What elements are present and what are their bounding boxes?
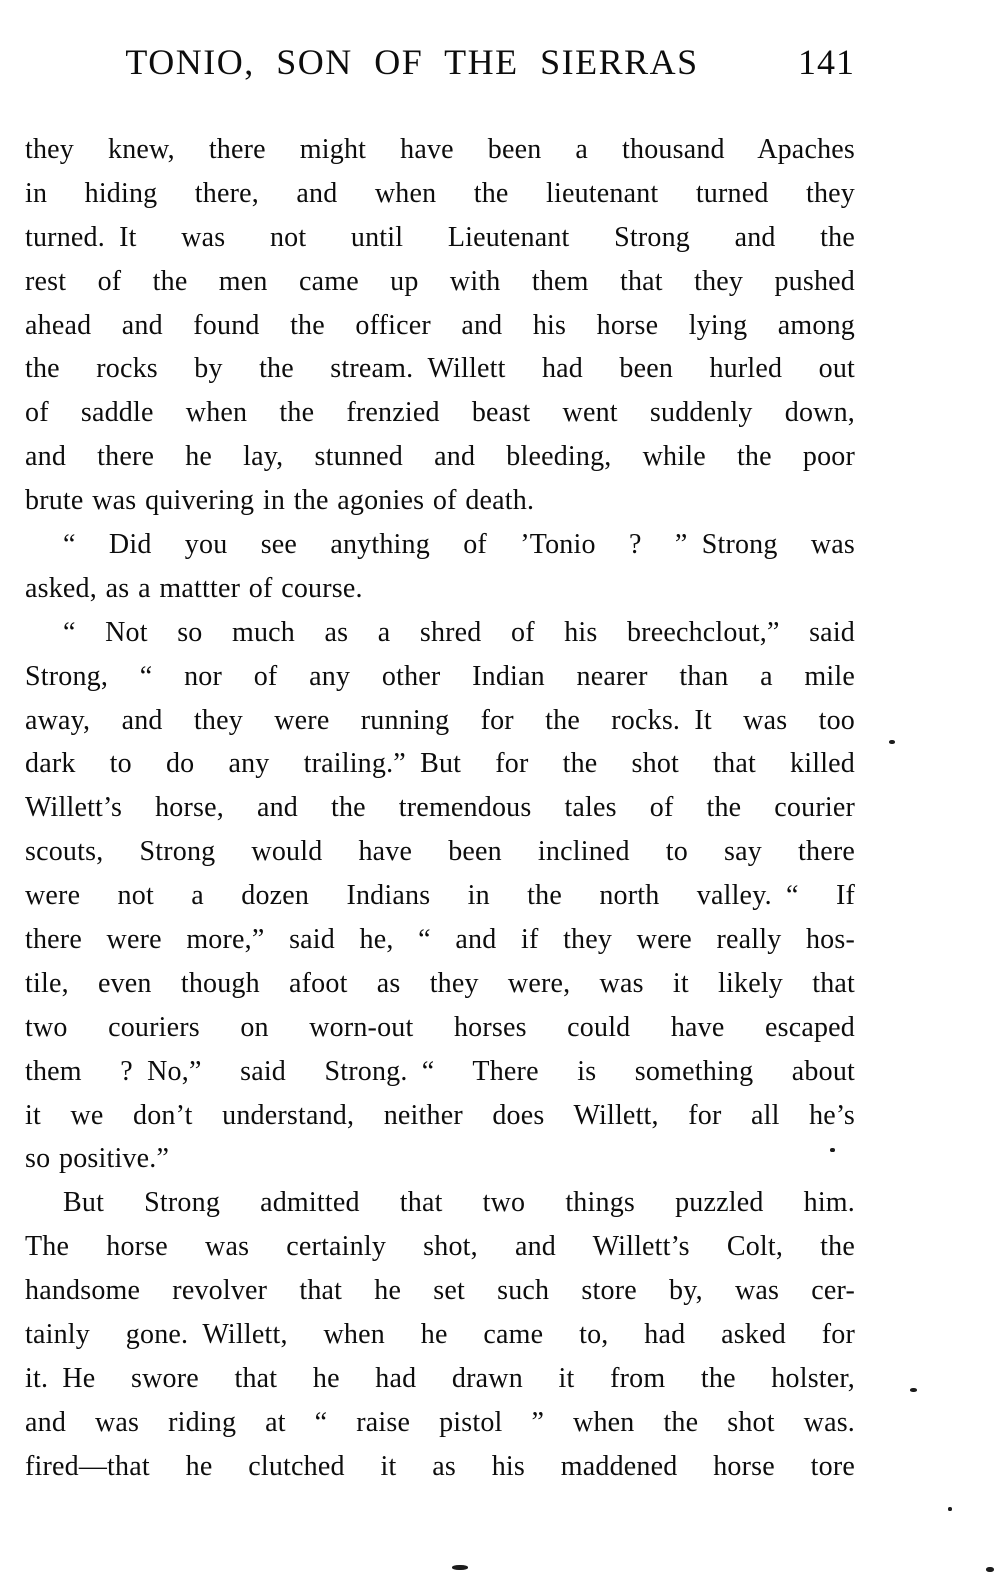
page-number: 141 (798, 42, 855, 82)
paragraph (25, 1181, 855, 1488)
text-line: tile, even though afoot as they were, was it likely that (25, 967, 855, 999)
text-line: brute was quivering in the agonies of death. (25, 485, 535, 517)
text-line: it we don’t understand, neither does Willett, for all he’s (25, 1099, 855, 1131)
page-body (25, 128, 855, 1489)
scan-artifact (889, 740, 895, 744)
text-line: ahead and found the officer and his horse lying among (25, 309, 855, 341)
text-line: The horse was certainly shot, and Willett’s Colt, the (25, 1231, 855, 1263)
text-line: fired—that he clutched it as his maddened horse tore (25, 1450, 855, 1482)
text-line: dark to do any trailing.” But for the shot that killed (25, 748, 855, 780)
scan-artifact (452, 1565, 468, 1570)
paragraph (25, 128, 855, 523)
text-line: they knew, there might have been a thousand Apaches (25, 134, 855, 165)
text-line: Strong, “ nor of any other Indian nearer than a mile (25, 660, 855, 692)
text-line: there were more,” said he, “ and if they were really hos- (25, 924, 855, 956)
text-line: two couriers on worn-out horses could have escaped (25, 1011, 855, 1043)
text-line: scouts, Strong would have been inclined to say there (25, 836, 855, 868)
scan-artifact (910, 1388, 917, 1392)
text-line: it. He swore that he had drawn it from the holster, (25, 1362, 855, 1394)
paragraph (25, 611, 855, 1182)
text-line: them ? No,” said Strong. “ There is something about (25, 1055, 855, 1087)
text-line: of saddle when the frenzied beast went suddenly down, (25, 397, 855, 429)
text-line: “ Did you see anything of ’Tonio ? ” Strong was (63, 529, 855, 561)
scan-artifact (948, 1507, 952, 1511)
text-line: rest of the men came up with them that they pushed (25, 265, 855, 297)
running-head-title: TONIO, SON OF THE SIERRAS (125, 42, 699, 82)
scan-artifact (986, 1567, 994, 1572)
text-line: the rocks by the stream. Willett had been hurled out (25, 353, 855, 385)
page-content (25, 40, 855, 1489)
text-line: Willett’s horse, and the tremendous tales of the courier (25, 792, 855, 824)
text-line: away, and they were running for the rocks. It was too (25, 704, 855, 736)
text-line: But Strong admitted that two things puzzled him. (63, 1187, 855, 1219)
text-line: in hiding there, and when the lieutenant turned they (25, 177, 855, 209)
paragraph (25, 523, 855, 611)
text-line: “ Not so much as a shred of his breechclout,” said (63, 616, 855, 648)
text-line: and there he lay, stunned and bleeding, while the poor (25, 441, 855, 473)
text-line: were not a dozen Indians in the north valley. “ If (25, 880, 855, 912)
scan-artifact (830, 1148, 835, 1152)
text-line: and was riding at “ raise pistol ” when the shot was. (25, 1406, 855, 1438)
text-line: so positive.” (25, 1143, 170, 1175)
text-line: handsome revolver that he set such store by, was cer- (25, 1275, 855, 1307)
text-line: turned. It was not until Lieutenant Strong and the (25, 221, 855, 253)
text-line: asked, as a mattter of course. (25, 572, 363, 604)
text-line: tainly gone. Willett, when he came to, had asked for (25, 1319, 855, 1351)
page-header (25, 40, 855, 84)
